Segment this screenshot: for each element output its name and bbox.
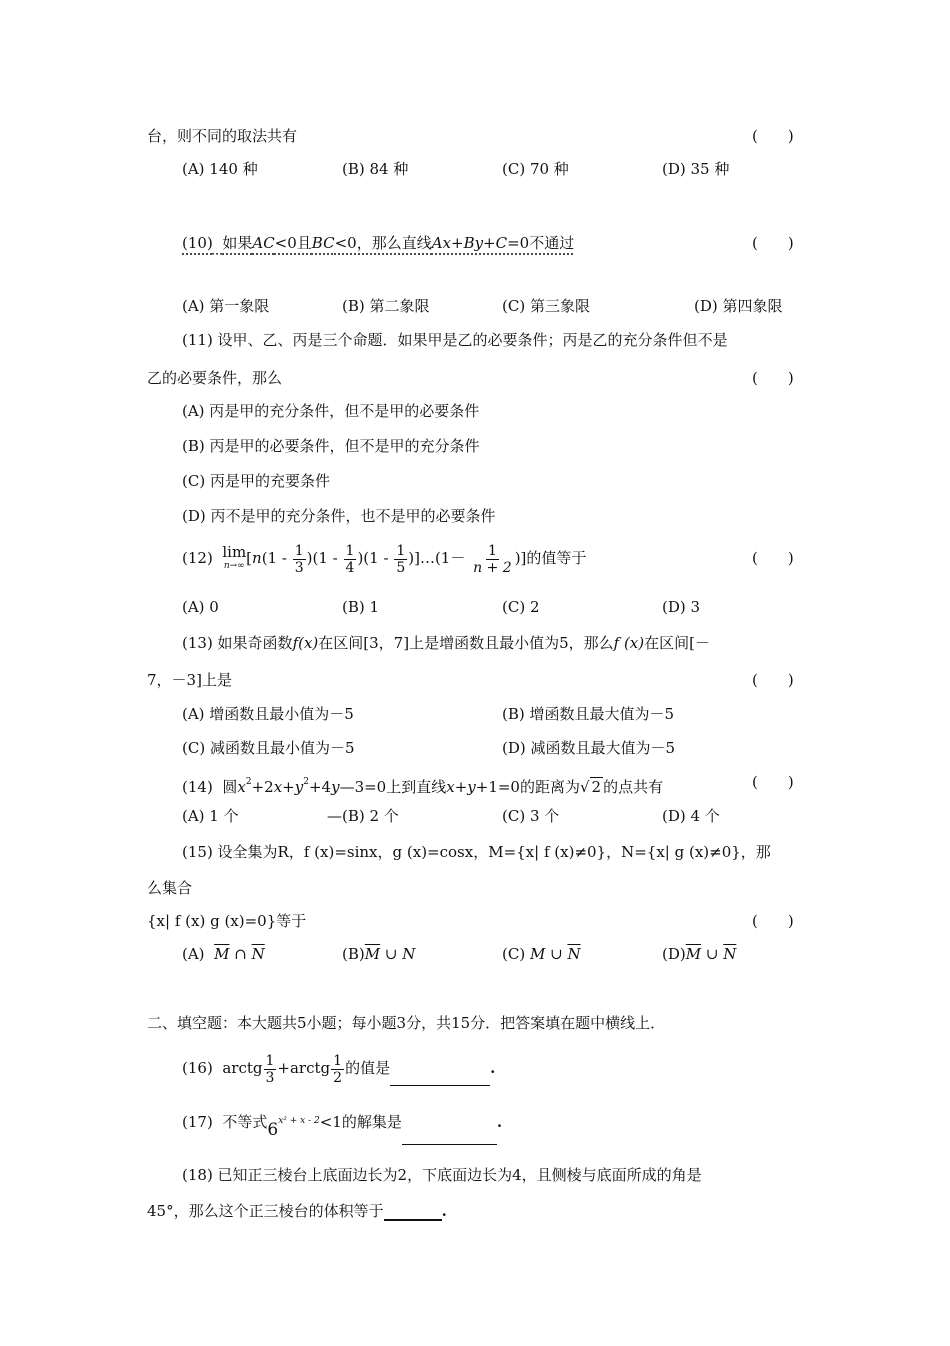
q15-complement-n: $\overline{N}$ [567, 945, 581, 963]
q10-bc: BC [311, 234, 335, 252]
q13-text: 在区间[－ [644, 634, 710, 652]
q14-stem [182, 772, 663, 797]
q15-line3: {x| f (x) g (x)=0}等于 [147, 912, 307, 930]
q12-frac3-den: 5 [396, 559, 406, 576]
q18-period: . [441, 1202, 447, 1220]
q14-option-c: (C) 3 个 [502, 807, 560, 825]
q17-answer-blank[interactable] [402, 1144, 497, 1145]
q13-line2: 7，－3]上是 [147, 671, 232, 689]
q13-option-d: (D) 减函数且最大值为－5 [502, 739, 676, 757]
q14-var: y [331, 778, 340, 796]
q10-stem [182, 233, 574, 253]
q12-answer-bracket: ( ) [752, 549, 794, 567]
q14-var: y [467, 778, 476, 796]
q10-option-b: (B) 第二象限 [342, 297, 430, 315]
q10-text: <0且 [274, 234, 312, 252]
q15-complement-n: $\overline{N}$ [251, 945, 265, 963]
q11-option-c: (C) 丙是甲的充要条件 [182, 472, 330, 490]
q18-line1: (18) 已知正三棱台上底面边长为2，下底面边长为4，且侧棱与底面所成的角是 [182, 1166, 702, 1184]
q12-option-c: (C) 2 [502, 598, 540, 616]
q15-set-m: M [529, 945, 546, 963]
q12-n: n [252, 549, 262, 567]
q17-exponent: x² + x - 2 [278, 1116, 320, 1126]
q12-text: (1 - [261, 549, 287, 567]
q15-line2: 么集合 [147, 879, 193, 897]
q17-text: <1的解集是 [319, 1113, 402, 1131]
q16-frac2-den: 2 [333, 1069, 343, 1086]
q17-base: 6 [267, 1120, 279, 1140]
q15-option-d [662, 944, 736, 964]
q14-text: + [282, 778, 295, 796]
q11-answer-bracket: ( ) [752, 369, 794, 387]
q12-lim-text: lim [222, 543, 247, 561]
q10-text: <0，那么直线 [334, 234, 432, 252]
q14-text: +1=0的距离为 [475, 778, 580, 796]
q9-stem: 台，则不同的取法共有 [147, 127, 298, 145]
q13-function: f (x) [613, 634, 645, 652]
q13-text: (13) 如果奇函数 [182, 634, 293, 652]
q13-option-b: (B) 增函数且最大值为－5 [502, 705, 675, 723]
q12-frac2-num: 1 [345, 542, 355, 559]
q12-option-b: (B) 1 [342, 598, 380, 616]
q14-var: x [237, 778, 246, 796]
q18-text: 45°，那么这个正三棱台的体积等于 [147, 1202, 384, 1220]
q17-stem [182, 1106, 502, 1145]
q13-line1 [182, 633, 710, 653]
q15-option-b-label: (B) [342, 945, 365, 963]
q16-number: (16) [182, 1059, 213, 1077]
q9-option-c: (C) 70 种 [502, 160, 569, 178]
q14-number: (14) [182, 778, 213, 796]
q12-number: (12) [182, 549, 213, 567]
q14-var: x [446, 778, 455, 796]
q9-option-d: (D) 35 种 [662, 160, 730, 178]
q13-text: 在区间[3，7]上是增函数且最小值为5，那么 [318, 634, 614, 652]
q12-frac1-den: 3 [294, 559, 304, 576]
q10-option-c: (C) 第三象限 [502, 297, 590, 315]
q10-option-d: (D) 第四象限 [694, 297, 783, 315]
q15-complement-n: $\overline{N}$ [723, 945, 737, 963]
q12-text: [ [246, 549, 253, 567]
q12-frac3-num: 1 [396, 542, 406, 559]
q15-option-a [182, 944, 265, 964]
q14-text: 的点共有 [603, 778, 664, 796]
q9-answer-bracket: ( ) [752, 127, 794, 145]
q11-option-a: (A) 丙是甲的充分条件，但不是甲的必要条件 [182, 402, 480, 420]
q12-frac1-num: 1 [294, 542, 304, 559]
q18-line2 [147, 1201, 447, 1221]
q14-text: —3=0上到直线 [339, 778, 447, 796]
q18-answer-blank[interactable] [384, 1219, 442, 1221]
q10-text: 如果 [222, 234, 253, 252]
q12-frac4-den: n + 2 [473, 559, 512, 576]
q15-operator: ∪ [545, 945, 568, 963]
q10-answer-bracket: ( ) [752, 234, 794, 252]
q12-stem [182, 540, 586, 576]
q16-frac1-num: 1 [265, 1052, 275, 1069]
q12-limit [222, 545, 246, 573]
q12-option-d: (D) 3 [662, 598, 701, 616]
q14-text: +4 [308, 778, 332, 796]
q15-answer-bracket: ( ) [752, 912, 794, 930]
q12-text: )(1 - [306, 549, 338, 567]
q15-operator: ∪ [701, 945, 724, 963]
q14-sqrt-value: 2 [591, 778, 602, 796]
q10-text: =0不通过 [507, 234, 575, 252]
q14-text: + [454, 778, 468, 796]
q12-fraction-3 [394, 543, 407, 576]
q16-answer-blank[interactable] [390, 1085, 490, 1086]
q16-period: . [490, 1059, 496, 1077]
q15-option-d-label: (D) [662, 945, 686, 963]
q15-line1: (15) 设全集为R，f (x)=sinx，g (x)=cosx，M={x| f (x)≠0}，N={x| g (x)≠0}，那 [182, 843, 771, 861]
q10-option-a: (A) 第一象限 [182, 297, 270, 315]
q14-sqrt-sign: √ [579, 778, 590, 796]
q12-fraction-2 [344, 543, 357, 576]
q15-operator: ∩ [229, 945, 252, 963]
q14-var: x [273, 778, 283, 796]
q15-option-b [342, 944, 415, 964]
q13-answer-bracket: ( ) [752, 671, 794, 689]
q15-set-n: N [402, 945, 416, 963]
q10-line-equation: Ax+By+C [431, 234, 508, 252]
q12-text: )]的值等于 [514, 549, 587, 567]
q14-exp: 2 [245, 777, 252, 787]
q12-lim-sub: n→∞ [223, 561, 245, 571]
q16-frac1-den: 3 [265, 1069, 275, 1086]
q10-ac: AC [252, 234, 275, 252]
q15-complement-m: $\overline{M}$ [364, 945, 381, 963]
q12-fraction-1 [293, 543, 306, 576]
q15-option-c-label: (C) [502, 945, 526, 963]
q11-option-b: (B) 丙是甲的必要条件，但不是甲的充分条件 [182, 437, 480, 455]
q11-option-d: (D) 丙不是甲的充分条件，也不是甲的必要条件 [182, 507, 496, 525]
q14-option-d: (D) 4 个 [662, 807, 720, 825]
q12-text: )(1 - [357, 549, 389, 567]
q14-option-a: (A) 1 个 [182, 807, 239, 825]
q13-function: f(x) [292, 634, 319, 652]
q17-number: (17) [182, 1113, 213, 1131]
q15-operator: ∪ [380, 945, 403, 963]
q12-frac2-den: 4 [345, 559, 355, 576]
q15-complement-m: $\overline{M}$ [214, 945, 230, 963]
q16-text: arctg [222, 1059, 263, 1077]
q17-text: 不等式 [222, 1113, 268, 1131]
q12-frac4-num: 1 [487, 542, 497, 559]
q15-option-a-label: (A) [182, 945, 205, 963]
q16-text: 的值是 [345, 1059, 391, 1077]
q12-text: )]…(1－ [408, 549, 466, 567]
q9-option-b: (B) 84 种 [342, 160, 409, 178]
q16-text: +arctg [277, 1059, 331, 1077]
q12-fraction-4 [471, 543, 514, 576]
q16-fraction-2 [331, 1053, 344, 1086]
q14-text: 圆 [222, 778, 238, 796]
q16-frac2-num: 1 [333, 1052, 343, 1069]
q15-option-c [502, 944, 581, 964]
section-heading: 二、填空题：本大题共5小题；每小题3分，共15分．把答案填在题中横线上． [147, 1014, 666, 1032]
q17-period: . [496, 1113, 503, 1131]
q13-option-a: (A) 增函数且最小值为－5 [182, 705, 354, 723]
q15-complement-m: $\overline{M}$ [685, 945, 702, 963]
q11-line2: 乙的必要条件，那么 [147, 369, 283, 387]
q10-number: (10) [182, 234, 213, 252]
q11-line1: (11) 设甲、乙、丙是三个命题．如果甲是乙的必要条件；丙是乙的充分条件但不是 [182, 331, 728, 349]
q14-exp: 2 [303, 777, 309, 787]
q14-answer-bracket: ( ) [752, 773, 794, 791]
q13-option-c: (C) 减函数且最小值为－5 [182, 739, 355, 757]
q9-option-a: (A) 140 种 [182, 160, 258, 178]
q16-stem [182, 1050, 495, 1086]
q12-option-a: (A) 0 [182, 598, 219, 616]
q16-fraction-1 [264, 1053, 277, 1086]
q14-text: +2 [251, 778, 274, 796]
q14-var: y [294, 778, 304, 796]
q14-option-b: —(B) 2 个 [327, 807, 399, 825]
